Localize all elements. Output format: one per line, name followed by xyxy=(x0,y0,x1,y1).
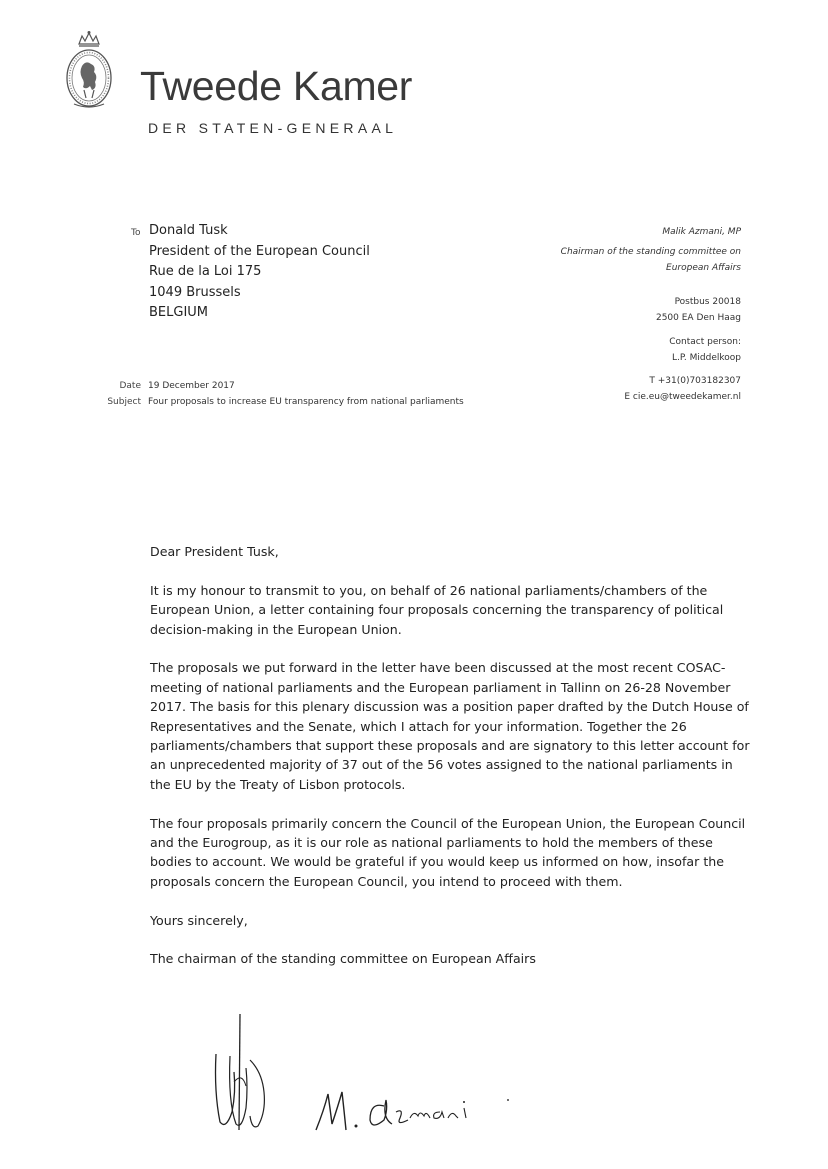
body-paragraph: The proposals we put forward in the letter have been discussed at the most recent COSAC-meeting of national parliaments and the European parliament in Tallinn on 26-28 November 2017. The basis for this plenary discussion was a position paper drafted by the Dutch House of Representatives and the Senate, which I attach for your information. Together the 26 parliaments/chambers that support these proposals and are signatory to this letter account for an unprecedented majority of 37 out of the 56 votes assigned to the national parliaments in the EU by the Treaty of Lisbon protocols. xyxy=(150,660,750,792)
recipient-line: Rue de la Loi 175 xyxy=(149,264,262,279)
recipient-line: 1049 Brussels xyxy=(149,284,241,300)
salutation: Dear President Tusk, xyxy=(150,544,279,559)
contact-name: L.P. Middelkoop xyxy=(672,353,741,363)
coat-of-arms-icon xyxy=(64,30,114,112)
recipient-line: BELGIUM xyxy=(149,305,209,320)
signoff: The chairman of the standing committee on European Affairs xyxy=(150,951,536,967)
handwritten-initial-signature xyxy=(206,1012,276,1132)
date-value: 19 December 2017 xyxy=(148,381,235,391)
subject-value: Four proposals to increase EU transparency from national parliaments xyxy=(148,397,464,407)
to-label: To xyxy=(131,228,141,238)
body-paragraph: The four proposals primarily concern the Council of the European Union, the European Council and the Eurogroup, as it is our role as national parliaments to hold the members of these bodies to account. We would be grateful if you would keep us informed on how, insofar the proposals concern the European Council, you intend to proceed with them. xyxy=(150,815,746,889)
sender-role xyxy=(561,244,741,276)
body-paragraph: It is my honour to transmit to you, on behalf of 26 national parliaments/chambers of the European Union, a letter containing four proposals concerning the transparency of political decision-making in the European Union. xyxy=(150,582,724,637)
recipient-line: President of the European Council xyxy=(149,243,370,259)
email-address[interactable]: E cie.eu@tweedekamer.nl xyxy=(624,392,741,402)
sender-name: Malik Azmani, MP xyxy=(662,227,741,237)
postal-address xyxy=(656,294,741,326)
contact-person xyxy=(669,334,741,366)
contact-label: Contact person: xyxy=(669,337,741,347)
date-label: Date xyxy=(119,381,141,391)
organisation-subtitle: DER STATEN-GENERAAL xyxy=(148,120,398,136)
recipient-address xyxy=(149,221,370,324)
letter-body xyxy=(150,542,750,988)
phone-number: T +31(0)703182307 xyxy=(649,376,741,386)
recipient-line: Donald Tusk xyxy=(149,223,228,238)
postal-line: Postbus 20018 xyxy=(674,297,741,307)
contact-details xyxy=(624,373,741,405)
sender-role-line: Chairman of the standing committee on xyxy=(560,247,741,257)
handwritten-signature xyxy=(312,1080,512,1140)
sender-role-line: European Affairs xyxy=(666,263,741,273)
subject-label: Subject xyxy=(107,397,141,407)
postal-line: 2500 EA Den Haag xyxy=(655,313,741,323)
organisation-name: Tweede Kamer xyxy=(140,63,413,109)
closing: Yours sincerely, xyxy=(150,912,248,928)
